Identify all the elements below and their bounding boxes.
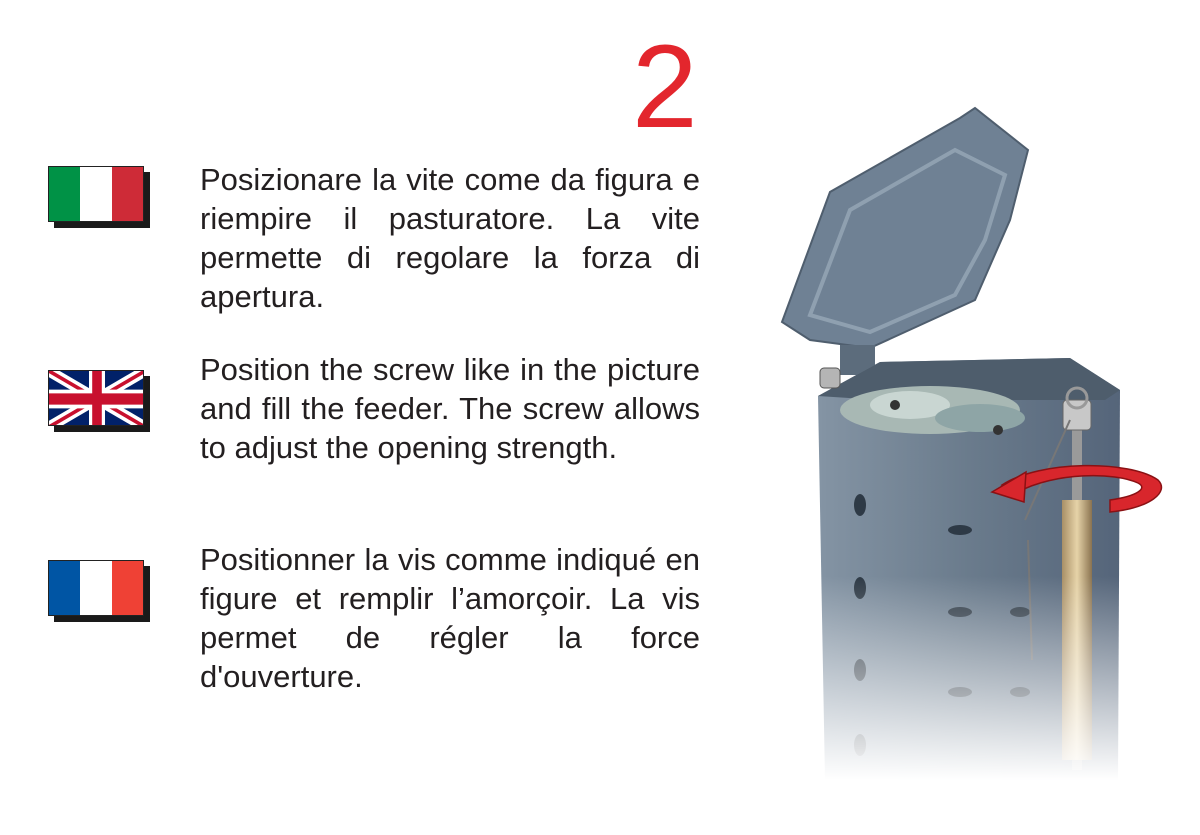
step-number: 2	[632, 21, 698, 153]
instruction-italian: Posizionare la vite come da figura e riempire il pasturatore. La vite permette di regolare la forza di apertura.	[200, 162, 700, 314]
uk-flag-icon	[48, 370, 144, 426]
feeder-illustration	[770, 100, 1170, 780]
instruction-english: Position the screw like in the picture and fill the feeder. The screw allows to adjust the opening strength.	[200, 352, 700, 465]
france-flag-icon	[48, 560, 144, 616]
italy-flag-icon	[48, 166, 144, 222]
instruction-french: Positionner la vis comme indiqué en figure et remplir l’amorçoir. La vis permet de régler la force d'ouverture.	[200, 542, 700, 694]
